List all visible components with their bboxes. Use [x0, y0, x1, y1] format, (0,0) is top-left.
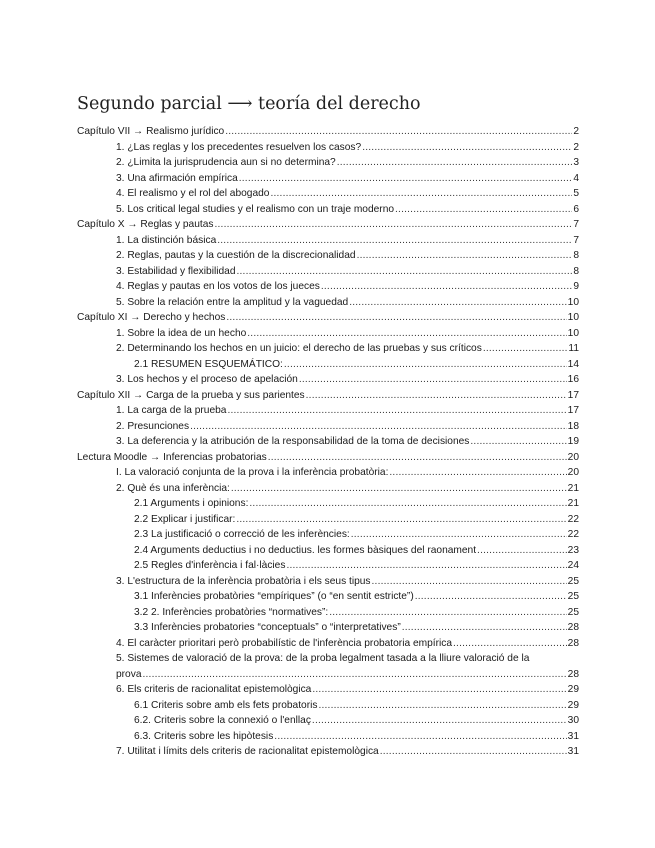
- toc-entry-chapter[interactable]: [77, 310, 579, 326]
- dot-leader: [318, 698, 566, 714]
- toc-entry-label: 6.2. Criteris sobre la connexió o l'enllaç: [134, 715, 311, 726]
- toc-entry-label: 6.3. Criteris sobre les hipòtesis: [134, 730, 274, 742]
- dot-leader: [329, 605, 566, 621]
- toc-entry-label: 4. Reglas y pautas en los votos de los jueces: [116, 281, 320, 292]
- toc-entry-label: 3. L'estructura de la inferència probatòria i els seus tipus: [116, 575, 371, 587]
- dot-leader: [249, 496, 566, 512]
- toc-entry-page: 23: [567, 544, 579, 556]
- toc-entry-subsection[interactable]: [77, 605, 579, 621]
- dot-leader: [268, 450, 567, 466]
- toc-entry-subsection[interactable]: [77, 527, 579, 543]
- toc-entry-label: 3.3 Inferències probatories “conceptuals” o “interpretatives”: [134, 622, 401, 633]
- toc-entry-label: Lectura Moodle → Inferencias probatorias: [77, 451, 267, 463]
- toc-entry-label: 1. La distinción básica: [116, 234, 217, 246]
- toc-entry-label: 2. Reglas, pautas y la cuestión de la discrecionalidad: [116, 250, 356, 261]
- toc-entry-section[interactable]: [77, 171, 579, 187]
- toc-entry-label: Capítulo X → Reglas y pautas: [77, 219, 214, 230]
- table-of-contents: [77, 124, 579, 760]
- dot-leader: [227, 403, 566, 419]
- toc-entry-label: 2. Què és una inferència:: [116, 482, 230, 494]
- toc-entry-page: 10: [567, 327, 579, 339]
- page-title: Segundo parcial ⟶ teoría del derecho: [77, 94, 421, 114]
- toc-entry-page: 20: [567, 451, 579, 463]
- toc-entry-page: 18: [567, 420, 579, 432]
- toc-entry-label: 1. La carga de la prueba: [116, 405, 227, 416]
- toc-entry-label: 7. Utilitat i límits dels criteris de racionalitat epistemològica: [116, 746, 379, 757]
- toc-entry-label: 2. Presunciones: [116, 420, 190, 432]
- dot-leader: [299, 372, 567, 388]
- toc-entry-page: 16: [567, 374, 579, 385]
- toc-entry-page: 24: [567, 560, 579, 571]
- toc-entry-label: 2.2 Explicar i justificar:: [134, 513, 236, 525]
- dot-leader: [236, 512, 566, 528]
- toc-entry-page: 20: [567, 467, 579, 478]
- dot-leader: [321, 279, 572, 295]
- toc-entry-chapter[interactable]: [77, 217, 579, 233]
- toc-entry-section[interactable]: [77, 372, 579, 388]
- dot-leader: [142, 667, 566, 683]
- toc-entry-page: 29: [567, 684, 579, 695]
- toc-entry-page: 2: [573, 141, 579, 153]
- dot-leader: [372, 574, 567, 590]
- toc-entry-page: 28: [567, 622, 579, 633]
- dot-leader: [362, 140, 572, 156]
- toc-entry-label: 4. El caràcter prioritari però probabilístic de l'inferència probatoria empírica: [116, 637, 453, 649]
- dot-leader: [477, 543, 567, 559]
- toc-entry-section[interactable]: [77, 682, 579, 698]
- toc-entry-label: 2. ¿Limita la jurisprudencia aun si no determina?: [116, 157, 336, 168]
- dot-leader: [357, 248, 573, 264]
- toc-entry-subsection[interactable]: [77, 620, 579, 636]
- toc-entry-subsection[interactable]: [77, 729, 579, 745]
- toc-entry-section[interactable]: [77, 140, 579, 156]
- toc-entry-section[interactable]: [77, 295, 579, 311]
- toc-entry-section[interactable]: [77, 264, 579, 280]
- toc-entry-page: 31: [567, 730, 579, 742]
- toc-entry-label: 5. Los critical legal studies y el realismo con un traje moderno: [116, 203, 395, 215]
- dot-leader: [231, 481, 567, 497]
- toc-entry-page: 6: [573, 203, 579, 215]
- toc-entry-section[interactable]: [77, 248, 579, 264]
- dot-leader: [395, 202, 572, 218]
- toc-entry-label: 2.4 Arguments deductius i no deductius. les formes bàsiques del raonament: [134, 544, 477, 556]
- toc-entry-label: 3.1 Inferències probatòries “empíriques” (o “en sentit estricte”): [134, 591, 414, 602]
- toc-entry-subsection[interactable]: [77, 558, 579, 574]
- toc-entry-page: 25: [567, 575, 579, 587]
- dot-leader: [247, 326, 566, 342]
- dot-leader: [312, 713, 567, 729]
- dot-leader: [349, 295, 566, 311]
- toc-entry-subsection[interactable]: [77, 496, 579, 512]
- toc-entry-label: 3. Una afirmación empírica: [116, 172, 238, 184]
- toc-entry-section[interactable]: [77, 326, 579, 342]
- toc-entry-subsection[interactable]: [77, 713, 579, 729]
- toc-entry-label: Capítulo VII → Realismo jurídico: [77, 126, 225, 137]
- dot-leader: [453, 636, 567, 652]
- toc-entry-page: 21: [567, 498, 579, 509]
- dot-leader: [190, 419, 567, 435]
- toc-entry-label: 1. ¿Las reglas y los precedentes resuelven los casos?: [116, 141, 362, 153]
- toc-entry-section[interactable]: [77, 279, 579, 295]
- toc-entry-page: 5: [573, 188, 579, 199]
- dot-leader: [470, 434, 566, 450]
- toc-entry-section[interactable]: [77, 155, 579, 171]
- toc-entry-subsection[interactable]: [77, 589, 579, 605]
- toc-entry-page: 10: [567, 296, 579, 308]
- toc-entry-label: 3. La deferencia y la atribución de la responsabilidad de la toma de decisiones: [116, 436, 470, 447]
- dot-leader: [239, 171, 573, 187]
- toc-entry-section[interactable]: [77, 574, 579, 590]
- toc-entry-label: 6.1 Criteris sobre amb els fets probatoris: [134, 699, 318, 711]
- toc-entry-label: 5. Sobre la relación entre la amplitud y la vaguedad: [116, 296, 349, 308]
- dot-leader: [415, 589, 567, 605]
- toc-entry-label: 2.1 RESUMEN ESQUEMÁTICO:: [134, 358, 283, 370]
- toc-entry-page: 25: [567, 591, 579, 602]
- toc-entry-page: 29: [567, 699, 579, 711]
- toc-entry-section[interactable]: [77, 744, 579, 760]
- dot-leader: [312, 682, 566, 698]
- toc-entry-label: 5. Sistemes de valoració de la prova: de la proba legalment tasada a la lliure valoració de la: [116, 653, 530, 664]
- toc-entry-page: 7: [573, 219, 579, 230]
- toc-entry-subsection[interactable]: [77, 357, 579, 373]
- toc-entry-page: 10: [567, 312, 579, 323]
- toc-entry-page: 28: [567, 668, 579, 680]
- toc-entry-page: 14: [567, 358, 579, 370]
- toc-entry-label: 2.5 Regles d'inferència i fal·làcies: [134, 560, 286, 571]
- dot-leader: [237, 264, 573, 280]
- toc-entry-page: 28: [567, 637, 579, 649]
- toc-entry-page: 17: [567, 405, 579, 416]
- toc-entry-section[interactable]: [77, 403, 579, 419]
- toc-entry-label: 6. Els criteris de racionalitat epistemològica: [116, 684, 312, 695]
- toc-entry-page: 11: [568, 343, 579, 354]
- toc-entry-section[interactable]: [77, 419, 579, 435]
- dot-leader: [351, 527, 567, 543]
- dot-leader: [226, 310, 566, 326]
- toc-entry-label: 2.3 La justificació o correcció de les inferències:: [134, 529, 350, 540]
- dot-leader: [389, 465, 566, 481]
- dot-leader: [286, 558, 566, 574]
- dot-leader: [380, 744, 567, 760]
- toc-entry-page: 31: [567, 746, 579, 757]
- toc-entry-label: Capítulo XI → Derecho y hechos: [77, 312, 226, 323]
- toc-entry-page: 19: [567, 436, 579, 447]
- dot-leader: [306, 388, 567, 404]
- toc-entry-section[interactable]: [77, 651, 579, 682]
- toc-entry-label: 4. El realismo y el rol del abogado: [116, 188, 270, 199]
- toc-entry-chapter[interactable]: [77, 450, 579, 466]
- dot-leader: [337, 155, 573, 171]
- toc-entry-page: 4: [573, 172, 579, 184]
- toc-entry-subsection[interactable]: [77, 512, 579, 528]
- dot-leader: [284, 357, 567, 373]
- toc-entry-page: 9: [573, 281, 579, 292]
- toc-entry-label: 3. Los hechos y el proceso de apelación: [116, 374, 298, 385]
- toc-entry-subsection[interactable]: [77, 543, 579, 559]
- dot-leader: [225, 124, 572, 140]
- toc-entry-section[interactable]: [77, 636, 579, 652]
- toc-entry-chapter[interactable]: [77, 124, 579, 140]
- toc-entry-page: 22: [567, 513, 579, 525]
- toc-entry-page: 30: [567, 715, 579, 726]
- dot-leader: [483, 341, 568, 357]
- toc-entry-chapter[interactable]: [77, 388, 579, 404]
- dot-leader: [217, 233, 572, 249]
- toc-entry-subsection[interactable]: [77, 698, 579, 714]
- toc-entry-section[interactable]: [77, 202, 579, 218]
- toc-entry-section[interactable]: [77, 341, 579, 357]
- toc-entry-section[interactable]: [77, 186, 579, 202]
- toc-entry-label: 2.1 Arguments i opinions:: [134, 498, 249, 509]
- toc-entry-section[interactable]: [77, 465, 579, 481]
- dot-leader: [270, 186, 572, 202]
- toc-entry-label: 2. Determinando los hechos en un juicio: el derecho de las pruebas y sus críticos: [116, 343, 482, 354]
- toc-entry-label: Capítulo XII → Carga de la prueba y sus parientes: [77, 389, 305, 401]
- toc-entry-page: 3: [573, 157, 579, 168]
- dot-leader: [214, 217, 572, 233]
- toc-entry-page: 8: [573, 265, 579, 277]
- toc-entry-section[interactable]: [77, 434, 579, 450]
- toc-entry-label-continued: prova: [116, 668, 142, 680]
- toc-entry-label: 3. Estabilidad y flexibilidad: [116, 265, 236, 277]
- toc-entry-page: 25: [567, 606, 579, 618]
- toc-entry-page: 22: [567, 529, 579, 540]
- dot-leader: [402, 620, 567, 636]
- toc-entry-label: I. La valoració conjunta de la prova i la inferència probatòria:: [116, 467, 389, 478]
- toc-entry-label: 1. Sobre la idea de un hecho: [116, 327, 247, 339]
- toc-entry-page: 7: [573, 234, 579, 246]
- toc-entry-page: 21: [567, 482, 579, 494]
- toc-entry-section[interactable]: [77, 233, 579, 249]
- toc-entry-page: 8: [573, 250, 579, 261]
- toc-entry-section[interactable]: [77, 481, 579, 497]
- toc-entry-label: 3.2 2. Inferències probatòries “normatives”:: [134, 606, 329, 618]
- toc-entry-page: 17: [567, 389, 579, 401]
- toc-entry-page: 2: [573, 126, 579, 137]
- toc-entry-continuation: [116, 667, 579, 683]
- dot-leader: [274, 729, 566, 745]
